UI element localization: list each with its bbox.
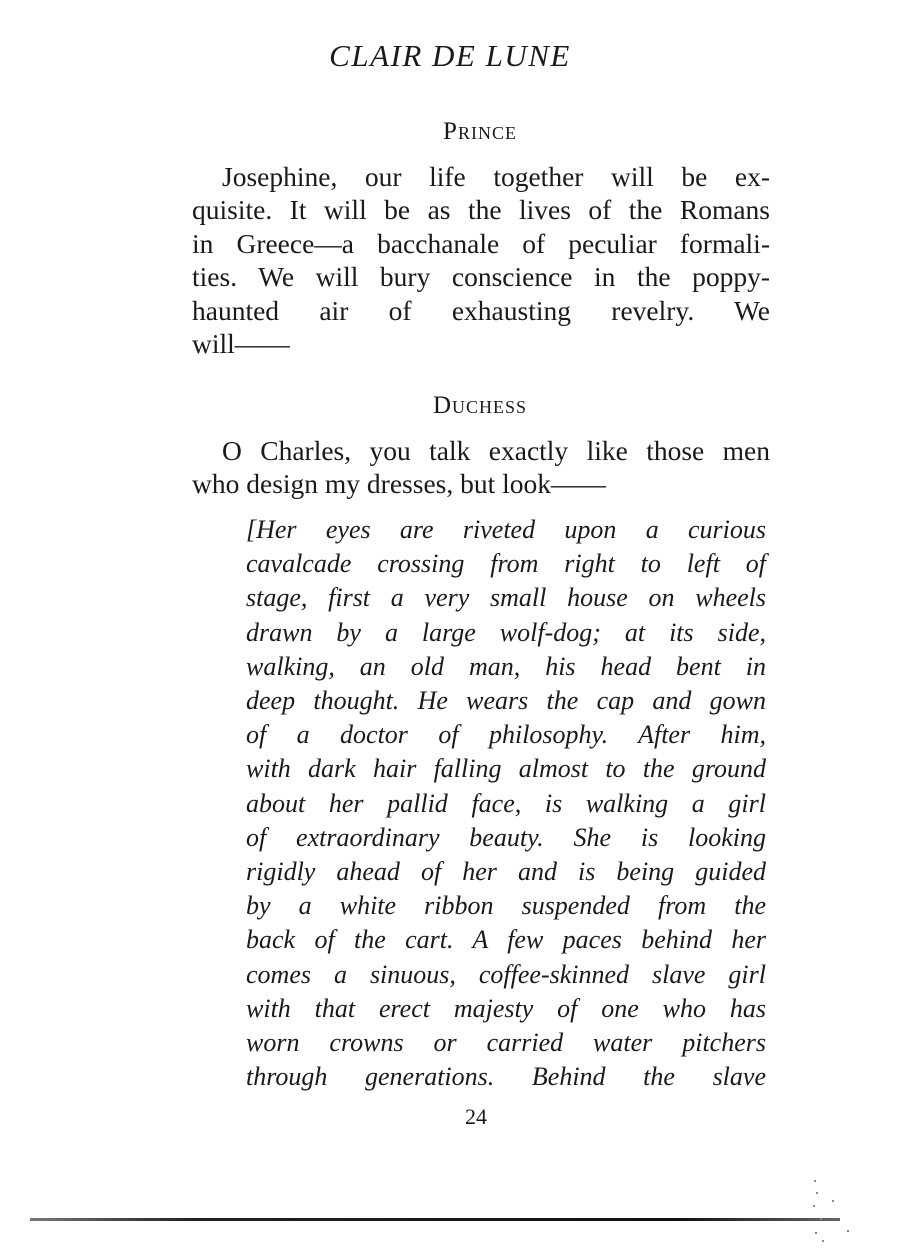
stage-line: drawn by a large wolf-dog; at its side, [246,617,766,647]
scan-edge-rule [30,1218,840,1221]
stage-line: about her pallid face, is walking a girl [246,788,766,818]
stage-line: cavalcade crossing from right to left of [246,549,766,579]
speech-line: quisite. It will be as the lives of the Romans [192,194,770,226]
stage-line: rigidly ahead of her and is being guided [246,857,766,887]
speech-line: haunted air of exhausting revelry. We [192,294,770,326]
stage-line: of a doctor of philosophy. After him, [246,720,766,750]
stage-line: worn crowns or carried water pitchers [246,1028,766,1058]
speech-line: who design my dresses, but look—— [192,468,607,500]
stage-line: back of the cart. A few paces behind her [246,925,766,955]
stage-line: with dark hair falling almost to the ground [246,754,766,784]
speaker-prince: Prince [443,118,517,145]
speech-line: O Charles, you talk exactly like those men [222,435,770,466]
stage-line: by a white ribbon suspended from the [246,891,766,921]
stage-line: of extraordinary beauty. She is looking [246,822,766,852]
speech-line: will—— [192,328,290,360]
stage-direction [246,513,766,1094]
speech-line: ties. We will bury conscience in the poppy- [192,261,770,293]
running-title: CLAIR DE LUNE [329,38,571,73]
stage-line: with that erect majesty of one who has [246,993,766,1023]
speech-prince [192,160,770,360]
speech-duchess [192,434,770,501]
scan-specks [812,1170,872,1250]
stage-line: comes a sinuous, coffee-skinned slave girl [246,959,766,989]
speech-line: in Greece—a bacchanale of peculiar formali- [192,227,770,259]
stage-line: walking, an old man, his head bent in [246,651,766,681]
page-number: 24 [465,1104,487,1129]
speech-line: Josephine, our life together will be ex- [222,161,770,192]
stage-line: stage, first a very small house on wheels [246,583,766,613]
stage-line: [Her eyes are riveted upon a curious [246,515,766,544]
speaker-duchess: Duchess [432,392,528,419]
stage-line: deep thought. He wears the cap and gown [246,686,766,716]
stage-line: through generations. Behind the slave [246,1062,766,1092]
